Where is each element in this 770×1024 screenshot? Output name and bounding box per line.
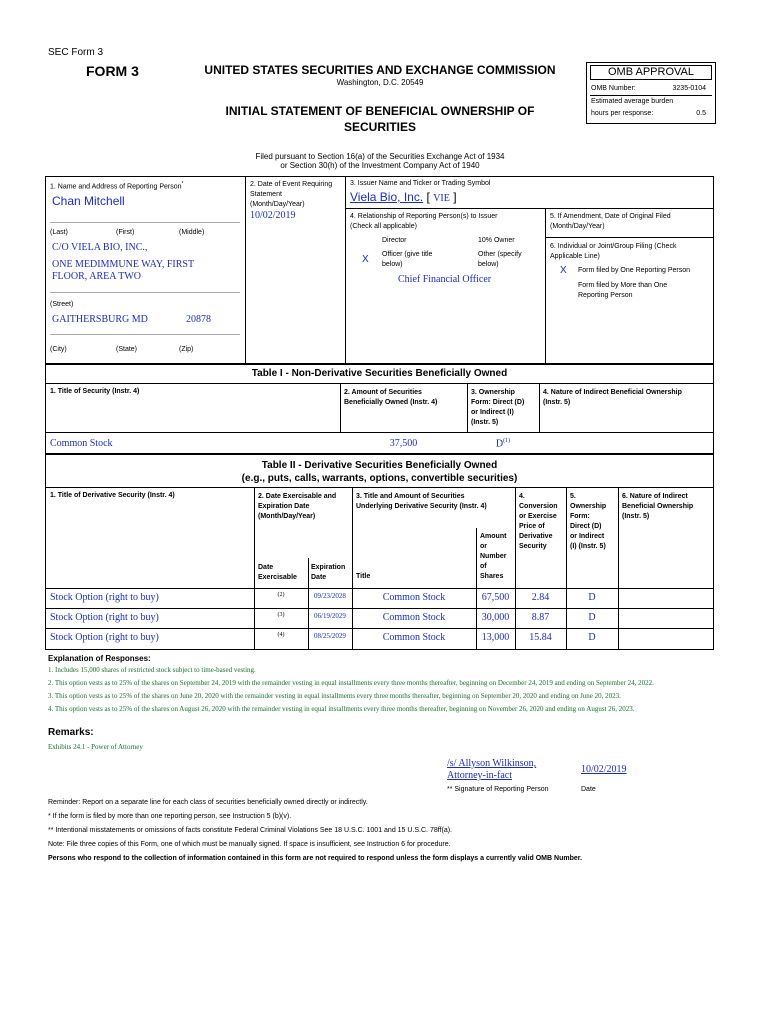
underlying-amount: 13,000 bbox=[481, 632, 510, 643]
table2-date-exercisable-header: Date Exercisable bbox=[258, 564, 297, 581]
form-label: FORM 3 bbox=[86, 63, 139, 79]
address-line3: FLOOR, AREA TWO bbox=[52, 271, 141, 282]
underlying-title: Common Stock bbox=[382, 612, 446, 623]
footnote-4: 4. This option vests as to 25% of the shares on August 26, 2020 with the remainder vesting in equal installments every three months thereafter, beginning on November 26, 2020 and ending on August 26, 2023. bbox=[48, 705, 635, 713]
ownership-form: D bbox=[588, 632, 596, 643]
table1-row-title: Common Stock bbox=[50, 438, 113, 449]
sec-form-label: SEC Form 3 bbox=[48, 47, 104, 58]
omb-title: OMB APPROVAL bbox=[608, 66, 694, 78]
table2-title-line1: Table II - Derivative Securities Beneficially Owned bbox=[261, 460, 498, 471]
ticker-symbol: VIE bbox=[433, 193, 450, 204]
reminder-note: Reminder: Report on a separate line for each class of securities beneficially owned directly or indirectly. bbox=[48, 799, 368, 806]
footer-note-2: ** Intentional misstatements or omissions of facts constitute Federal Criminal Violations See 18 U.S.C. 1001 and 15 U.S.C. 78ff(a). bbox=[48, 827, 452, 834]
omb-hours-label: hours per response: bbox=[591, 110, 654, 117]
form-title-line2: SECURITIES bbox=[343, 120, 416, 134]
issuer-line: Viela Bio, Inc. [ VIE ] bbox=[350, 190, 457, 204]
zip-label: (Zip) bbox=[179, 346, 194, 353]
form-title-line1: INITIAL STATEMENT OF BENEFICIAL OWNERSHIP OF bbox=[225, 104, 535, 118]
event-date: 10/02/2019 bbox=[250, 210, 296, 221]
footnote-3: 3. This option vests as to 25% of the shares on June 20, 2020 with the remainder vesting in equal installments every three months thereafter, beginning on September 20, 2020 and ending on June 20, 2023. bbox=[48, 692, 621, 700]
expiration-date: 08/25/2029 bbox=[314, 632, 346, 640]
director-label: Director bbox=[382, 237, 407, 244]
underlying-amount: 30,000 bbox=[481, 612, 510, 623]
first-label: (First) bbox=[116, 229, 135, 236]
box1-label: 1. Name and Address of Reporting Person* bbox=[50, 181, 184, 191]
ownership-form: D bbox=[588, 592, 596, 603]
table1-col3-header: 3. Ownership Form: Direct (D) or Indirect (I) (Instr. 5) bbox=[471, 389, 525, 426]
filed-pursuant-line1: Filed pursuant to Section 16(a) of the Securities Exchange Act of 1934 bbox=[255, 152, 505, 161]
ten-percent-label: 10% Owner bbox=[478, 237, 515, 244]
table2-col2-header: 2. Date Exercisable and Expiration Date (Month/Day/Year) bbox=[258, 493, 337, 520]
date-exercisable: (4) bbox=[277, 632, 285, 638]
underlying-title: Common Stock bbox=[382, 592, 446, 603]
state-label: (State) bbox=[116, 346, 138, 353]
box6-label: 6. Individual or Joint/Group Filing (Check Applicable Line) bbox=[550, 243, 677, 260]
signature: /s/ Allyson Wilkinson, Attorney-in-fact bbox=[447, 758, 537, 781]
exercise-price: 15.84 bbox=[529, 632, 552, 643]
table2-col5-header: 5. Ownership Form: Direct (D) or Indirect (I) (Instr. 5) bbox=[570, 493, 607, 550]
omb-number-value: 3235-0104 bbox=[672, 85, 706, 92]
footnote-2: 2. This option vests as to 25% of the shares on September 24, 2019 with the remainder vesting in equal installments every three months thereafter, beginning on December 24, 2019 and ending on September 24, 2022. bbox=[48, 679, 654, 687]
table1-col4-header: 4. Nature of Indirect Beneficial Ownership (Instr. 5) bbox=[543, 389, 682, 406]
derivative-title: Stock Option (right to buy) bbox=[50, 632, 159, 643]
footer-note-3: Note: File three copies of this Form, one of which must be manually signed. If space is insufficient, see Instruction 6 for procedure. bbox=[48, 841, 451, 848]
exercise-price: 2.84 bbox=[531, 592, 550, 603]
footnote-1: 1. Includes 15,000 shares of restricted stock subject to time-based vesting. bbox=[48, 666, 256, 674]
table2-expiration-header: Expiration Date bbox=[311, 564, 346, 581]
table-row bbox=[45, 628, 714, 648]
officer-label: Officer (give title below) bbox=[382, 251, 433, 268]
table1-row-form: $D^{(1)}$ bbox=[495, 438, 511, 450]
underlying-title: Common Stock bbox=[382, 632, 446, 643]
one-person-checkmark: X bbox=[560, 265, 567, 276]
explanation-title: Explanation of Responses: bbox=[48, 654, 151, 663]
middle-label: (Middle) bbox=[179, 229, 205, 236]
other-label: Other (specify below) bbox=[478, 251, 522, 268]
omb-burden-label: Estimated average burden bbox=[591, 98, 674, 105]
signature-date: 10/02/2019 bbox=[581, 764, 627, 775]
table2-col3-header: 3. Title and Amount of Securities Underlying Derivative Security (Instr. 4) bbox=[356, 493, 487, 510]
expiration-date: 06/19/2029 bbox=[314, 612, 346, 620]
expiration-date: 09/23/2028 bbox=[314, 592, 346, 600]
date-exercisable: (2) bbox=[277, 592, 285, 598]
derivative-title: Stock Option (right to buy) bbox=[50, 592, 159, 603]
table2-rows bbox=[45, 588, 714, 648]
last-label: (Last) bbox=[50, 229, 68, 236]
box5-label: 5. If Amendment, Date of Original Filed (Month/Day/Year) bbox=[550, 213, 671, 230]
remarks-text: Exhibits 24.1 - Power of Attorney bbox=[48, 743, 143, 751]
table2-title-subheader: Title bbox=[356, 573, 371, 580]
table1-row-amount: 37,500 bbox=[389, 438, 418, 449]
footer-note-1: * If the form is filed by more than one reporting person, see Instruction 5 (b)(v). bbox=[48, 813, 292, 820]
underlying-amount: 67,500 bbox=[481, 592, 510, 603]
ownership-form: D bbox=[588, 612, 596, 623]
address-line1: C/O VIELA BIO, INC., bbox=[52, 242, 148, 253]
box4-label: 4. Relationship of Reporting Person(s) to Issuer (Check all applicable) bbox=[350, 213, 498, 230]
footer-note-4: Persons who respond to the collection of information contained in this form are not required to respond unless the form displays a currently valid OMB Number. bbox=[48, 855, 583, 862]
city-label: (City) bbox=[50, 346, 67, 353]
table1-col2-header: 2. Amount of Securities Beneficially Owned (Instr. 4) bbox=[344, 389, 438, 406]
omb-number-label: OMB Number: bbox=[591, 85, 636, 92]
address-line2: ONE MEDIMMUNE WAY, FIRST bbox=[52, 259, 195, 270]
exercise-price: 8.87 bbox=[531, 612, 550, 623]
table-row bbox=[45, 588, 714, 608]
location: Washington, D.C. 20549 bbox=[336, 78, 424, 87]
table-row bbox=[45, 608, 714, 628]
table2-col1-header: 1. Title of Derivative Security (Instr. 4) bbox=[50, 492, 175, 499]
signature-label: ** Signature of Reporting Person bbox=[447, 786, 549, 793]
multiple-persons-label: Form filed by More than One Reporting Person bbox=[578, 282, 668, 299]
filed-pursuant-line2: or Section 30(h) of the Investment Company Act of 1940 bbox=[280, 161, 480, 170]
table2-amount-subheader: Amount or Number of Shares bbox=[480, 533, 507, 580]
officer-title: Chief Financial Officer bbox=[398, 274, 492, 285]
one-person-label: Form filed by One Reporting Person bbox=[578, 267, 691, 274]
table2-col4-header: 4. Conversion or Exercise Price of Derivative Security bbox=[519, 493, 558, 550]
agency-title: UNITED STATES SECURITIES AND EXCHANGE COMMISSION bbox=[204, 63, 556, 77]
table2-col6-header: 6. Nature of Indirect Beneficial Ownership (Instr. 5) bbox=[622, 493, 694, 520]
table1-col1-header: 1. Title of Security (Instr. 4) bbox=[50, 388, 140, 395]
box3-label: 3. Issuer Name and Ticker or Trading Symbol bbox=[350, 180, 491, 187]
officer-checkmark: X bbox=[362, 254, 369, 265]
remarks-title: Remarks: bbox=[48, 727, 94, 738]
table2-title-line2: (e.g., puts, calls, warrants, options, convertible securities) bbox=[241, 473, 518, 484]
box2-label: 2. Date of Event Requiring Statement (Month/Day/Year) bbox=[250, 181, 333, 208]
signature-date-label: Date bbox=[581, 786, 596, 793]
derivative-title: Stock Option (right to buy) bbox=[50, 612, 159, 623]
zip-value: 20878 bbox=[186, 314, 211, 325]
table1-title: Table I - Non-Derivative Securities Beneficially Owned bbox=[251, 368, 508, 379]
omb-hours-value: 0.5 bbox=[696, 110, 706, 117]
reporting-person-name[interactable]: Chan Mitchell bbox=[52, 194, 125, 208]
date-exercisable: (3) bbox=[277, 612, 285, 618]
street-label: (Street) bbox=[50, 301, 74, 308]
explanation-notes bbox=[48, 666, 718, 714]
city-value: GAITHERSBURG MD bbox=[52, 314, 148, 325]
issuer-name[interactable]: Viela Bio, Inc. bbox=[350, 190, 424, 204]
